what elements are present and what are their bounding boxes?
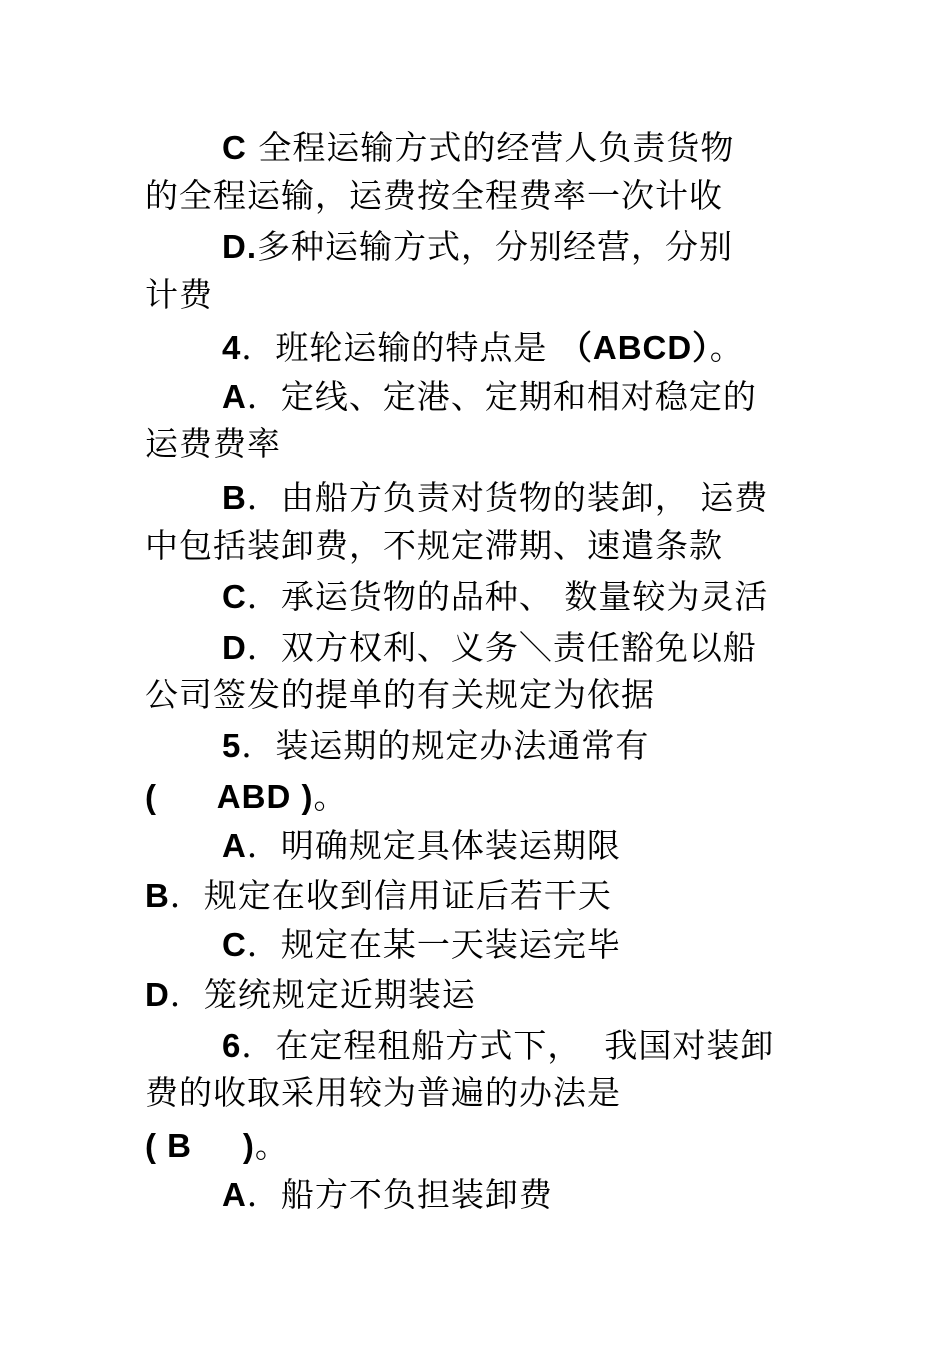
option-text: ．双方权利、义务＼责任豁免以船 [246,628,757,667]
question-text: ．装运期的规定办法通常有 [241,726,650,765]
option-text: ．承运货物的品种、 数量较为灵活 [246,577,769,616]
option-text: ．船方不负担装卸费 [246,1175,553,1214]
continuation-text: 运费费率 [145,424,281,463]
option-label: D. [222,228,257,265]
q4-option-b-continuation [145,526,723,566]
option-label: C [222,926,247,963]
option-text: ．明确规定具体装运期限 [246,826,621,865]
option-d-continuation [145,275,213,315]
sentence-end: 。 [313,777,348,816]
option-text: 全程运输方式的经营人负责货物 [246,128,735,167]
q4-option-a-continuation [145,424,281,464]
option-label: B [222,479,247,516]
q4-option-d-continuation [145,675,655,715]
option-label: A [222,378,247,415]
sentence-end: 。 [254,1126,289,1165]
continuation-text: 计费 [145,275,213,314]
continuation-text: 费的收取采用较为普遍的办法是 [145,1073,621,1112]
question-6-continuation [145,1073,621,1113]
option-label: A [222,1176,247,1213]
q4-option-d [222,628,757,668]
option-label: A [222,827,247,864]
question-5 [222,726,649,766]
option-label: B [145,877,170,914]
continuation-text: 的全程运输，运费按全程费率一次计收 [145,176,723,215]
answer-text: ( B ) [145,1127,255,1164]
option-d-line [222,227,733,267]
question-number: 4 [222,329,242,366]
option-label: D [222,629,247,666]
option-text: 多种运输方式，分别经营，分别 [257,227,733,266]
option-label: C [222,578,247,615]
continuation-text: 中包括装卸费，不规定滞期、速遣条款 [145,526,723,565]
answer-text: ( ABD ) [145,778,314,815]
option-label: D [145,976,170,1013]
q5-option-c [222,925,621,965]
question-number: 5 [222,727,242,764]
option-label: C [222,129,247,166]
question-6 [222,1026,774,1066]
q4-option-c [222,577,768,617]
question-text: ．班轮运输的特点是 [241,328,548,367]
option-text: ．规定在收到信用证后若干天 [169,876,612,915]
q4-option-b [222,478,768,518]
q5-option-d [145,975,476,1015]
question-5-answer [145,777,347,817]
option-text: ．定线、定港、定期和相对稳定的 [246,377,757,416]
question-text: ．在定程租船方式下， 我国对装卸 [241,1026,775,1065]
q5-option-a [222,826,621,866]
option-c-line [222,128,734,168]
q6-option-a [222,1175,553,1215]
question-6-answer [145,1126,289,1166]
option-text: ．笼统规定近期装运 [169,975,476,1014]
question-4 [222,328,744,368]
continuation-text: 公司签发的提单的有关规定为依据 [145,675,655,714]
option-c-continuation [145,176,723,216]
option-text: ．由船方负责对货物的装卸， 运费 [246,478,769,517]
sentence-end: 。 [709,328,744,367]
option-text: ．规定在某一天装运完毕 [246,925,621,964]
question-number: 6 [222,1027,242,1064]
q5-option-b [145,876,612,916]
q4-option-a [222,377,757,417]
answer-text: （ABCD） [558,329,710,366]
